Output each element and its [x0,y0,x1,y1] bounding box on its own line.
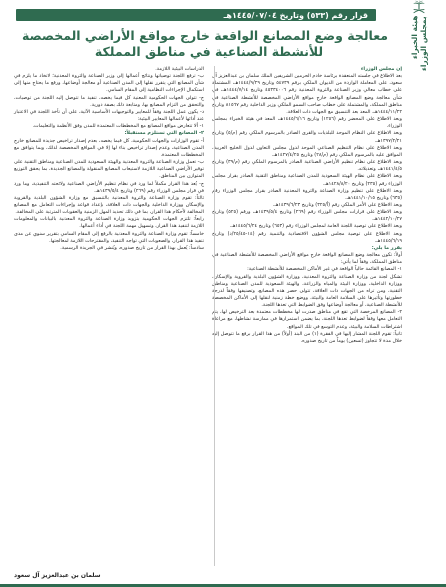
paragraph: تشكل لجنة من وزارة الصناعة والثروة المعدنية، ووزارة الشؤون البلدية والقروية والإسكان، ووزارة الداخلية، ووزارة البيئة والمياه والزراعة، والهيئة السعودية للمدن الصناعية ومناطق التقنية، ومن تراه من الجهات ذات العلاقة، تتولى حصر هذه المصانع، وتصنيفها وفقاً لدرجة خطورتها وتأثيرها على السلامة العامة والبيئة، ووضع خطة زمنية لنقلها إلى الأماكن المخصصة للأنشطة الصناعية، أو معالجة أوضاعها وفق الضوابط التي تعدها اللجنة. [212,273,402,309]
paragraph: ثالثاً: تقوم وزارة الصناعة والثروة المعدنية بالتنسيق مع وزارة الشؤون البلدية والقروية والإسكان ووزارة الداخلية والجهات ذات العلاقة، بإعداد قواعد وإجراءات التعامل مع المصانع المخالفة لأحكام هذا القرار، بما في ذلك تحديد المهل الزمنية والعقوبات المترتبة على المخالفة. [14,194,204,216]
paragraph: ج- تتولى الجهات الحكومية المعنية كل فيما يخصه، تنفيذ ما تتوصل إليه اللجنة من توصيات، والتحقق من التزام المصانع بها، ومتابعة ذلك بصفة دورية. [14,94,204,108]
paragraph: وبعد الاطلاع على الأمر الملكي رقم (أ/٣٢٥) وتاريخ ١٤٣٩/٦/٢٣هـ. [272,201,402,208]
paragraph: وبعد الاطلاع على النظام الموحد للبلديات والقرى الصادر بالمرسوم الملكي رقم (م/٥) وتاريخ ١٣٩٧/٢/٢١هـ. [212,130,402,144]
paragraph: وبعد الاطلاع على تنظيم وزارة الصناعة والثروة المعدنية الصادر بقرار مجلس الوزراء رقم (٦٣٥) وتاريخ ١٤٤١/١٠/١٥هـ. [212,187,402,201]
paragraph: وبعد الاطلاع على المحضر رقم (١٢٥٦) وتاريخ ١٤٤٥/٦/١٦هـ، المعد في هيئة الخبراء بمجلس الوزراء. [212,116,402,130]
document-title [21,28,388,60]
column-divider [214,66,215,566]
paragraph: ١- ألا تتعارض مواقع المصانع مع المخططات المعتمدة للمدن وفق الأنظمة والتعليمات. [32,123,204,130]
paragraph: د- يكون عمل اللجنة وفقاً للمعايير والتوجيهات الأساسية الآتية، على أن تأخذ اللجنة في الاعتبار عند أدائها لأعمالها المعايير البيئية: [14,108,204,123]
paragraph: وبعد الاطلاع على توصية مجلس الشؤون الاقتصادية والتنمية رقم (١٤-٢٥/٤٥/د) وتاريخ ١٤٤٥/٦/١٩هـ. [212,230,402,244]
signature: سلمان بن عبدالعزيز آل سعود [14,572,101,579]
org-name: هيئة الخبراء بمجلس الوزراء [410,15,428,71]
title-line-1: معالجة وضع المصانع الواقعة خارج مواقع الأراضي المخصصة [21,28,388,43]
section-heading: ٢- المصانع التي تستلزم مستقبلاً: [124,130,204,137]
paragraph: أولاً: تكون معالجة وضع المصانع الواقعة خارج مواقع الأراضي المخصصة للأنشطة الصناعية في مناطق المملكة، وفقاً لما يأتي: [212,252,402,266]
paragraph: ج- يُعد هذا القرار مكملاً لما ورد في نظام تنظيم الأراضي الصناعية ولائحته التنفيذية، وما ورد في قرار مجلس الوزراء رقم (٢٦٩) وتاريخ ١٤٣٩/٥/٤هـ. [14,180,204,194]
title-line-2: للأنشطة الصناعية في مناطق المملكة [94,44,324,59]
paragraph: ١- المصانع القائمة حالياً الواقعة في غير الأماكن المخصصة للأنشطة الصناعية: [247,266,402,273]
paragraph: خامساً: تقوم وزارة الصناعة والثروة المعدنية بالرفع إلى المقام السامي بتقرير سنوي عن مدى تنفيذ هذا القرار، والصعوبات التي تواجه التنفيذ، والمقترحات اللازمة لمعالجتها. [14,230,204,244]
header-band [16,9,376,21]
page-header [0,0,446,28]
paragraph: سادساً: يُعمل بهذا القرار من تاريخ صدوره، ويُنشر في الجريدة الرسمية. [60,244,204,251]
paragraph: الدراسات البيئية اللازمة. [155,66,204,72]
paragraph: ثانياً: تقوم اللجنة المشار إليها في الفقرة (١) من البند (أولاً) من هذا القرار برفع ما تتوصل إليه خلال مدة لا تتجاوز (تسعين) يوماً من تاريخ صدوره. [212,330,402,344]
section-heading: إن مجلس الوزراء [360,66,402,72]
paragraph: رابعاً: تلتزم الجهات الحكومية بتزويد وزارة الصناعة والثروة المعدنية بالبيانات والمعلومات اللازمة لتنفيذ هذا القرار، وتسهيل مهمة اللجنة في أداء أعمالها. [14,216,204,230]
paragraph: ب- ترفع اللجنة توصياتها ونتائج أعمالها إلى وزير الصناعة والثروة المعدنية؛ لاتخاذ ما يلزم في شأن المصانع التي يتقرر نقلها إلى المدن الصناعية أو معالجة أوضاعها، ورفع ما يحتاج منها إلى استكمال الإجراءات النظامية إلى المقام السامي. [14,73,204,94]
paragraph: وبعد الاطلاع على توصية اللجنة العامة لمجلس الوزراء رقم (٦٥٣) وتاريخ ١٤٤٥/٦/٢٤هـ. [229,223,402,230]
right-column [212,66,402,345]
left-column [14,66,204,252]
section-heading: يقرر ما يلي: [371,244,402,251]
paragraph: أ- تقوم الوزارات والجهات الحكومية، كل فيما يخصه، بعدم إصدار تراخيص جديدة للمصانع خارج المدن الصناعية، وعدم إصدار تراخيص بناء لها إلا في المواقع المخصصة لذلك، وبما يتوافق مع المخططات المعتمدة. [14,137,204,158]
paragraph: ب- تعمل وزارة الصناعة والثروة المعدنية والهيئة السعودية للمدن الصناعية ومناطق التقنية على توفير الأراضي الصناعية اللازمة لاستيعاب المصانع المنقولة والمصانع الجديدة، بما يحقق التوزيع المتوازن بين المناطق. [14,159,204,180]
paragraph: ٢- المصانع المرخصة التي تقع في مناطق صدرت لها مخططات معتمدة بعد الترخيص لها، يتم التعامل معها وفقاً لضوابط تعدها اللجنة، بما يضمن استمرارها في ممارسة نشاطها، مع مراعاة اشتراطات السلامة والبيئة، وعدم التوسع في تلك المواقع. [212,309,402,330]
paragraph: وبعد الاطلاع على نظام الهيئة السعودية للمدن الصناعية ومناطق التقنية الصادر بقرار مجلس الوزراء رقم (٢٣٥) وتاريخ ١٤٢٨/٨/٢٠هـ. [212,173,402,187]
palm-swords-emblem-icon [408,0,430,14]
paragraph: وبعد الاطلاع على نظام التنظيم الصناعي الموحد لدول مجلس التعاون لدول الخليج العربية، الموافق عليه بالمرسوم الملكي رقم (م/٢٨) وتاريخ ١٤٢٧/٤/٢٥هـ. [212,144,402,158]
paragraph: وبعد الاطلاع على نظام تنظيم الأراضي الصناعية الصادر بالمرسوم الملكي رقم (م/٣٩) وتاريخ ١٤٤١/٤/٥هـ، وتعديلاته. [212,159,402,173]
org-logo [398,0,440,80]
decision-number: قرار رقم (٥٣٣) وتاريخ ١٤٤٥/٠٧/٠٤هـ [223,10,368,20]
paragraph: بعد الاطلاع في جلسته المنعقدة برئاسة خادم الحرمين الشريفين الملك سلمان بن عبدالعزيز آل سعود، على المعاملة الواردة من الديوان الملكي برقم ٥٤٧٣٩ وتاريخ ١٤٤٤/٩/٢٩هـ، المشتملة على خطاب معالي وزير الصناعة والثروة المعدنية رقم ٤٥٣٣٤٠٠٦ وتاريخ ١٤٤٤/٧/١٤هـ، في شأن معالجة وضع المصانع الواقعة خارج مواقع الأراضي المخصصة للأنشطة الصناعية في مناطق المملكة، والمشتملة على خطاب صاحب السمو الملكي وزير الداخلية رقم ٨١٥٦٧ وتاريخ ١٤٤٤/١١/٢٢هـ، المعد بعد التنسيق مع الجهات ذات العلاقة. [212,73,403,115]
paragraph: وبعد الاطلاع على قرارات مجلس الوزراء رقم (٢٦٩) وتاريخ ١٤٣٩/٥/٤هـ، ورقم (٥٢٥) وتاريخ ١٤٤٢/١٠/٢٧هـ. [212,209,402,223]
